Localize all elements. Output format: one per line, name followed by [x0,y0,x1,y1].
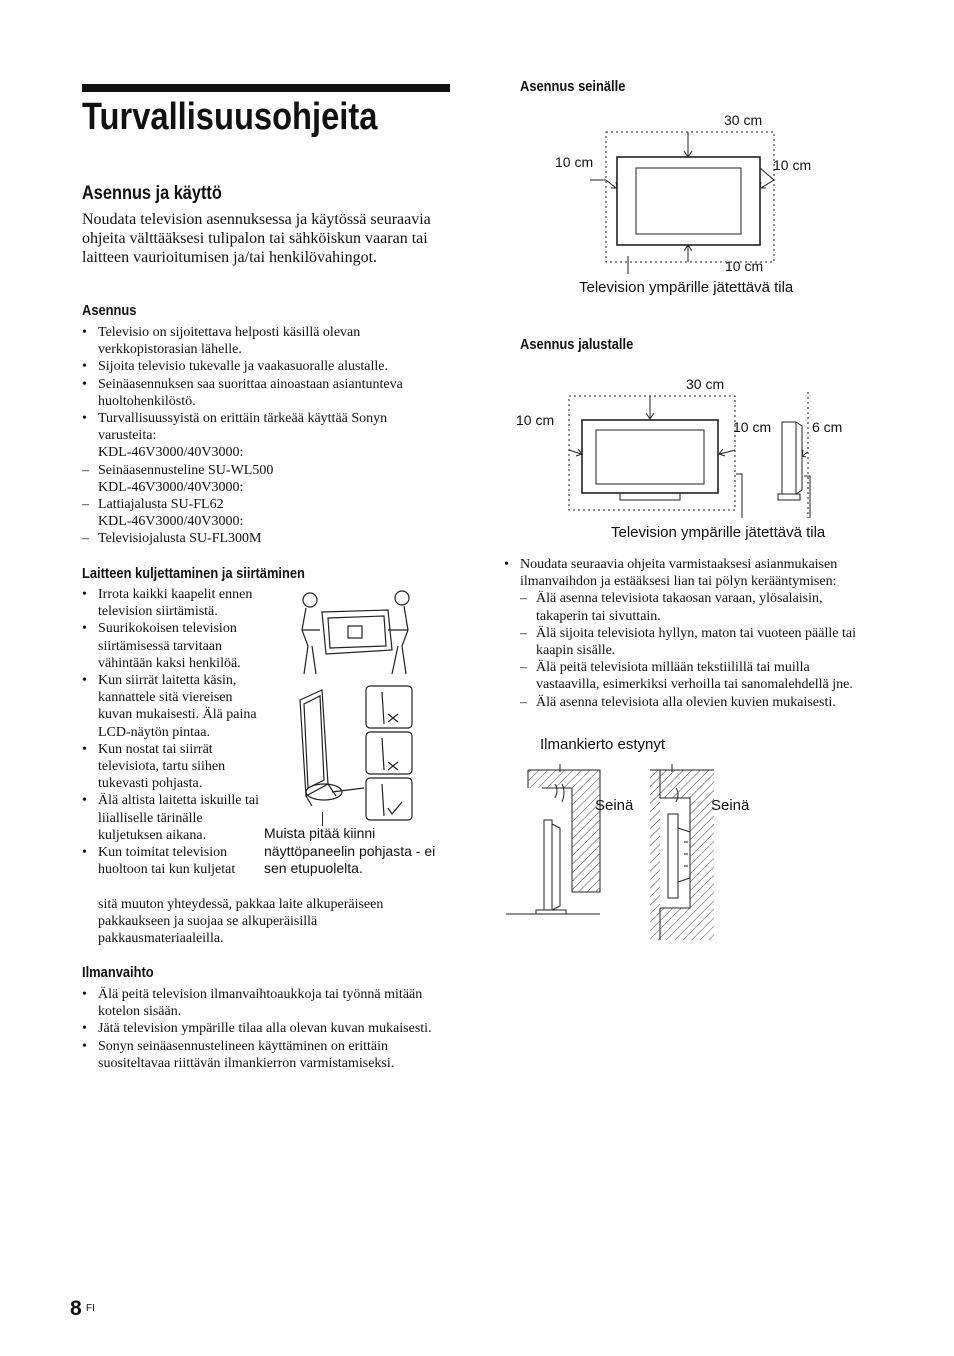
list-item: • Kun toimitat television huoltoon tai kun kuljetat [82,844,260,878]
wall-bottom-clearance: 10 cm [725,258,764,274]
page-title: Turvallisuusohjeita [82,96,378,138]
airflow-blocked-illustration [500,758,730,942]
ventilation-heading: Ilmanvaihto [82,964,154,981]
accessory-line: – Lattiajalusta SU-FL62 [82,496,432,513]
airflow-blocked-label: Ilmankierto estynyt [540,736,666,753]
ventilation-guidelines-list [504,556,876,711]
two-people-carrying-illustration [292,586,420,678]
list-item: • Turvallisuussyistä on erittäin tärkeää käyttää Sonyn varusteita: KDL-46V3000/40V3000: – Seinäasennusteline SU-WL500 KDL-46V3000/40V3000: – Lattiajalusta SU-FL62 KDL-46V3000/40V3000: – Televisiojalusta SU-FL300M [82,410,432,548]
list-item: • Kun nostat tai siirrät televisiota, tartu siihen tukevasti pohjasta. [82,741,260,793]
transport-heading: Laitteen kuljettaminen ja siirtäminen [82,565,305,582]
transport-list-continued: sitä muuton yhteydessä, pakkaa laite alkuperäiseen pakkaukseen ja suojaa se alkuperäisillä pakkausmateriaaleilla. [98,897,384,947]
intro-paragraph: Noudata television asennuksessa ja käytössä seuraavia ohjeita välttääksesi tulipalon tai sähköiskun vaaran tai laitteen vaurioitumisen ja/tai henkilövahingot. [82,211,431,266]
wall-clearance-diagram [550,128,800,278]
asennus-heading: Asennus [82,302,137,319]
stand-side-clearance: 6 cm [812,419,843,435]
model-line: KDL-46V3000/40V3000: [98,445,244,461]
list-item: • Sijoita televisio tukevalle ja vaakasuoralle alustalle. [82,358,432,375]
wall-install-heading: Asennus seinälle [520,78,626,95]
list-item: – Älä asenna televisiota takaosan varaan, ylösalaisin, takaperin tai sivuttain. [520,590,876,624]
accessory-line: – Seinäasennusteline SU-WL500 [82,462,432,479]
list-item: • Sonyn seinäasennustelineen käyttäminen on erittäin suositeltavaa riittävän ilmankierron varmistamiseksi. [82,1038,454,1072]
accessory-line: – Televisiojalusta SU-FL300M [82,530,432,547]
list-item: • Älä peitä television ilmanvaihtoaukkoja tai työnnä mitään kotelon sisään. [82,986,454,1020]
section-heading: Asennus ja käyttö [82,183,222,204]
model-line: KDL-46V3000/40V3000: [98,479,244,495]
caption-leader [322,812,323,826]
list-item: • Irrota kaikki kaapelit ennen television siirtämistä. [82,586,260,620]
stand-top-clearance: 30 cm [686,376,725,392]
list-item: • Älä altista laitetta iskuille tai liialliselle tärinälle kuljetuksen aikana. [82,792,260,844]
wall-diagram-caption: Television ympärille jätettävä tila [579,279,794,296]
list-item: – Älä sijoita televisiota hyllyn, maton tai vuoteen päälle tai kaapin sisälle. [520,625,876,659]
list-item: • Televisio on sijoitettava helposti käsillä olevan verkkopistorasian lähelle. [82,324,432,358]
page-language: FI [86,1303,95,1314]
list-item: • Jätä television ympärille tilaa alla olevan kuvan mukaisesti. [82,1020,454,1037]
stand-right-clearance: 10 cm [733,419,772,435]
wall-right-clearance: 10 cm [773,157,812,173]
stand-left-clearance: 10 cm [516,412,555,428]
list-item: • Suurikokoisen television siirtämisessä tarvitaan vähintään kaksi henkilöä. [82,620,260,672]
wall-label-2: Seinä [711,797,750,814]
title-rule [82,84,450,92]
list-item: – Älä asenna televisiota alla olevien kuvien mukaisesti. [520,694,876,711]
stand-diagram-caption: Television ympärille jätettävä tila [611,524,826,541]
transport-list [82,586,260,878]
list-item: • Kun siirrät laitetta käsin, kannattele sitä viereisen kuvan mukaisesti. Älä paina LCD-näytön pintaa. [82,672,260,741]
carry-caption: Muista pitää kiinni näyttöpaneelin pohjasta - ei sen etupuolelta. [264,825,436,876]
wall-label-1: Seinä [595,797,634,814]
stand-install-heading: Asennus jalustalle [520,336,634,353]
list-item: – Älä peitä televisiota millään tekstiilillä tai muilla vastaavilla, esimerkiksi verhoilla tai sanomalehdellä jne. [520,659,876,693]
model-line: KDL-46V3000/40V3000: [98,514,244,530]
stand-clearance-diagram [560,388,843,518]
page-number: 8 [70,1297,82,1320]
list-item: • Seinäasennuksen saa suorittaa ainoastaan asiantunteva huoltohenkilöstö. [82,376,432,410]
list-item: • Noudata seuraavia ohjeita varmistaaksesi asianmukaisen ilmanvaihdon ja estääksesi lian tai pölyn kerääntymisen: – Älä asenna televisiota takaosan varaan, ylösalaisin, takaperin tai sivuttain. – Älä sijoita televisiota hyllyn, maton tai vuoteen päälle tai kaapin sisälle. – Älä peitä televisiota millään tekstiilillä tai muilla vastaavilla, esimerkiksi verhoilla tai sanomalehdellä jne. – Älä asenna televisiota alla olevien kuvien mukaisesti. [504,556,876,711]
hold-panel-bottom-illustration [292,684,416,824]
asennus-list [82,324,432,548]
ventilation-list [82,986,454,1072]
wall-left-clearance: 10 cm [555,154,594,170]
wall-top-clearance: 30 cm [724,112,763,128]
